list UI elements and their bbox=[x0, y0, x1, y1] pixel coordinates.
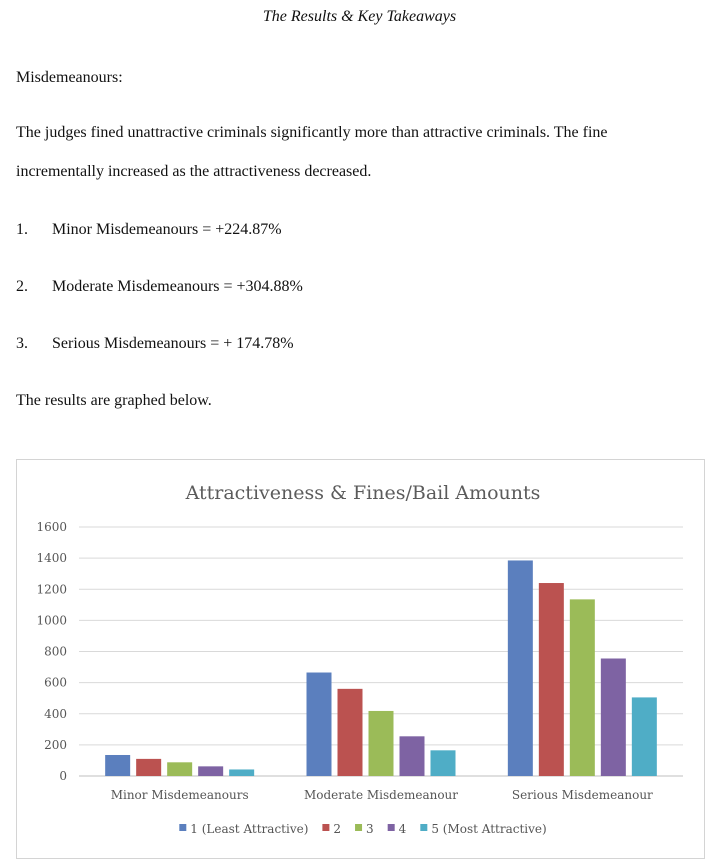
bar bbox=[508, 560, 533, 776]
chart-legend bbox=[179, 822, 546, 836]
chart-title: Attractiveness & Fines/Bail Amounts bbox=[185, 482, 541, 504]
y-tick-label: 800 bbox=[44, 644, 67, 659]
legend-swatch bbox=[322, 824, 329, 831]
list-text: Minor Misdemeanours = +224.87% bbox=[52, 221, 282, 238]
document-heading: The Results & Key Takeaways bbox=[262, 8, 457, 25]
bar bbox=[229, 769, 254, 776]
legend-swatch bbox=[420, 824, 427, 831]
legend-swatch bbox=[388, 824, 395, 831]
y-tick-label: 1000 bbox=[36, 613, 67, 628]
list-item bbox=[16, 278, 303, 296]
bar bbox=[431, 750, 456, 776]
list-text: Serious Misdemeanours = + 174.78% bbox=[52, 335, 294, 352]
legend-swatch bbox=[355, 824, 362, 831]
list-number: 2. bbox=[16, 278, 28, 295]
x-category-label: Minor Misdemeanours bbox=[110, 788, 249, 802]
paragraph-line-1: The judges fined unattractive criminals significantly more than attractive criminals. The fine bbox=[16, 124, 608, 141]
legend-label: 3 bbox=[366, 822, 374, 836]
y-tick-label: 400 bbox=[44, 706, 67, 721]
y-tick-label: 600 bbox=[44, 675, 67, 690]
y-tick-label: 0 bbox=[59, 769, 67, 783]
bar bbox=[105, 755, 130, 776]
list-number: 3. bbox=[16, 335, 28, 352]
y-tick-label: 1200 bbox=[36, 582, 67, 597]
chart-bars bbox=[105, 560, 657, 776]
x-category-label: Moderate Misdemeanour bbox=[303, 788, 459, 802]
legend-item bbox=[179, 822, 308, 836]
legend-item bbox=[355, 822, 374, 836]
section-label: Misdemeanours: bbox=[16, 69, 123, 86]
list-item bbox=[16, 335, 294, 353]
bar bbox=[601, 659, 626, 776]
legend-label: 5 (Most Attractive) bbox=[431, 822, 547, 836]
legend-label: 1 (Least Attractive) bbox=[190, 822, 309, 836]
bar-chart bbox=[16, 459, 705, 859]
x-category-label: Serious Misdemeanour bbox=[511, 788, 653, 802]
legend-label: 2 bbox=[333, 822, 342, 836]
bar bbox=[632, 697, 657, 776]
y-tick-label: 1600 bbox=[36, 520, 67, 534]
graph-note: The results are graphed below. bbox=[16, 392, 212, 409]
bar bbox=[539, 583, 564, 776]
bar bbox=[198, 766, 223, 776]
y-tick-label: 1400 bbox=[36, 551, 67, 566]
legend-item bbox=[420, 822, 546, 836]
legend-item bbox=[388, 822, 407, 836]
bar bbox=[369, 711, 394, 776]
bar bbox=[570, 599, 595, 776]
bar bbox=[136, 759, 161, 776]
legend-swatch bbox=[179, 824, 186, 831]
bar bbox=[307, 673, 332, 776]
paragraph-line-2: incrementally increased as the attractiveness decreased. bbox=[16, 163, 372, 180]
bar bbox=[338, 689, 363, 776]
bar bbox=[167, 762, 192, 776]
list-text: Moderate Misdemeanours = +304.88% bbox=[52, 278, 303, 295]
bar bbox=[400, 736, 425, 776]
chart-svg bbox=[17, 460, 704, 858]
legend-item bbox=[322, 822, 341, 836]
y-tick-label: 200 bbox=[44, 737, 67, 752]
list-item bbox=[16, 221, 282, 239]
legend-label: 4 bbox=[398, 822, 407, 836]
list-number: 1. bbox=[16, 221, 28, 238]
